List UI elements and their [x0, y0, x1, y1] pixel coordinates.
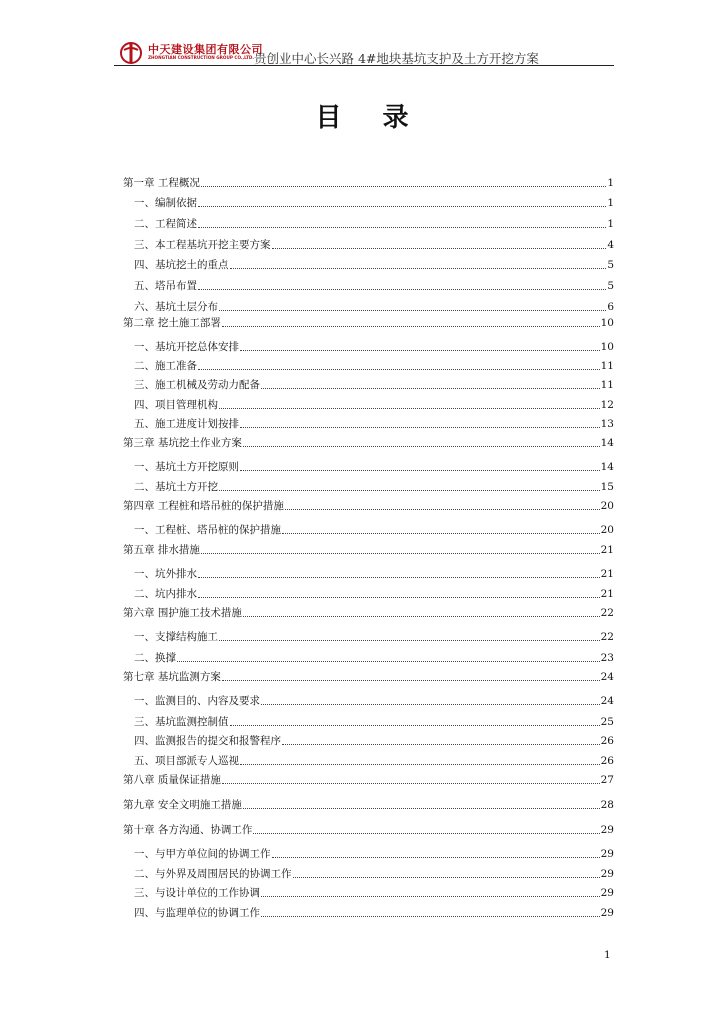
- toc-entry-page: 4: [607, 239, 614, 251]
- toc-entry-page: 11: [600, 360, 614, 372]
- toc-entry-label: 二、基坑土方开挖: [134, 481, 218, 493]
- toc-entry-label: 一、监测目的、内容及要求: [134, 695, 260, 707]
- toc-entry-page: 11: [600, 379, 614, 391]
- toc-entry-label: 五、施工进度计划按排: [134, 418, 239, 430]
- toc-entry-label: 第八章 质量保证措施: [123, 774, 221, 786]
- toc-entry-page: 20: [600, 524, 614, 536]
- toc-entry-page: 13: [600, 418, 614, 430]
- toc-entry-page: 26: [600, 735, 614, 747]
- toc-entry-label: 二、与外界及周围居民的协调工作: [134, 868, 292, 880]
- toc-entry-page: 14: [600, 461, 614, 473]
- toc-entry-label: 五、塔吊布置: [134, 280, 197, 292]
- toc-entry[interactable]: [134, 565, 614, 581]
- toc-leader-dots: [201, 186, 606, 187]
- toc-entry-page: 14: [600, 437, 614, 449]
- toc-entry-label: 第一章 工程概况: [123, 177, 200, 189]
- toc-entry-label: 第六章 围护施工技术措施: [123, 607, 242, 619]
- toc-entry-label: 六、基坑土层分布: [134, 301, 218, 313]
- toc-entry-page: 20: [600, 500, 614, 512]
- toc-leader-dots: [198, 289, 606, 290]
- toc-entry-label: 二、换撑: [134, 652, 176, 664]
- company-name: 中天建设集团有限公司: [148, 43, 263, 56]
- toc-entry-label: 四、基坑挖土的重点: [134, 259, 229, 271]
- toc-entry-label: 第七章 基坑监测方案: [123, 671, 221, 683]
- toc-entry-label: 第五章 排水措施: [123, 544, 200, 556]
- toc-entry-page: 22: [600, 607, 614, 619]
- toc-entry-page: 15: [600, 481, 614, 493]
- toc-entry-page: 24: [600, 695, 614, 707]
- toc-entry[interactable]: [134, 215, 614, 231]
- toc-entry[interactable]: [123, 497, 614, 513]
- toc-entry[interactable]: [134, 357, 614, 373]
- toc-leader-dots: [261, 916, 600, 917]
- toc-leader-dots: [201, 553, 600, 554]
- toc-entry[interactable]: [134, 628, 614, 644]
- toc-entry-label: 第二章 挖土施工部署: [123, 317, 221, 329]
- toc-leader-dots: [219, 490, 600, 491]
- toc-entry-label: 二、工程简述: [134, 218, 197, 230]
- toc-heading: 目 录: [315, 103, 425, 133]
- toc-entry[interactable]: [134, 298, 614, 314]
- toc-entry[interactable]: [123, 668, 614, 684]
- toc-entry[interactable]: [123, 771, 614, 787]
- toc-entry-page: 10: [600, 317, 614, 329]
- toc-entry[interactable]: [134, 277, 614, 293]
- document-title: 贵创业中心长兴路 4#地块基坑支护及土方开挖方案: [254, 51, 539, 66]
- toc-entry[interactable]: [134, 256, 614, 272]
- toc-leader-dots: [240, 470, 600, 471]
- page-number: 1: [604, 949, 611, 961]
- toc-entry[interactable]: [134, 521, 614, 537]
- toc-leader-dots: [261, 896, 600, 897]
- toc-entry-label: 四、项目管理机构: [134, 399, 218, 411]
- toc-leader-dots: [240, 350, 600, 351]
- toc-entry-label: 二、施工准备: [134, 360, 197, 372]
- toc-entry[interactable]: [134, 884, 614, 900]
- toc-entry-page: 5: [607, 280, 614, 292]
- toc-entry[interactable]: [134, 478, 614, 494]
- toc-leader-dots: [285, 509, 600, 510]
- toc-leader-dots: [177, 661, 600, 662]
- toc-entry[interactable]: [134, 845, 614, 861]
- toc-entry-page: 12: [600, 399, 614, 411]
- toc-leader-dots: [219, 640, 600, 641]
- toc-entry-page: 21: [600, 568, 614, 580]
- toc-entry-label: 一、编制依据: [134, 197, 197, 209]
- toc-entry[interactable]: [134, 752, 614, 768]
- toc-entry-label: 第九章 安全文明施工措施: [123, 799, 242, 811]
- toc-entry[interactable]: [123, 796, 614, 812]
- toc-entry[interactable]: [134, 692, 614, 708]
- toc-leader-dots: [272, 857, 600, 858]
- toc-entry-page: 28: [600, 799, 614, 811]
- toc-leader-dots: [222, 326, 600, 327]
- toc-entry-label: 一、坑外排水: [134, 568, 197, 580]
- toc-entry[interactable]: [123, 821, 614, 837]
- toc-entry-page: 6: [607, 301, 614, 313]
- toc-entry[interactable]: [134, 338, 614, 354]
- toc-entry-page: 29: [600, 868, 614, 880]
- toc-leader-dots: [261, 388, 600, 389]
- toc-entry-label: 三、基坑监测控制值: [134, 716, 229, 728]
- toc-entry[interactable]: [123, 541, 614, 557]
- toc-entry-page: 21: [600, 544, 614, 556]
- toc-leader-dots: [219, 408, 600, 409]
- toc-leader-dots: [243, 446, 600, 447]
- toc-entry-label: 三、施工机械及劳动力配备: [134, 379, 260, 391]
- toc-entry-page: 10: [600, 341, 614, 353]
- toc-entry-page: 26: [600, 755, 614, 767]
- toc-entry-label: 一、基坑土方开挖原则: [134, 461, 239, 473]
- toc-entry-page: 29: [600, 824, 614, 836]
- toc-entry-label: 二、坑内排水: [134, 588, 197, 600]
- toc-leader-dots: [222, 680, 600, 681]
- toc-entry-label: 四、监测报告的提交和报警程序: [134, 735, 281, 747]
- toc-entry-page: 1: [607, 197, 614, 209]
- toc-entry-page: 22: [600, 631, 614, 643]
- toc-entry[interactable]: [134, 458, 614, 474]
- toc-entry[interactable]: [134, 376, 614, 392]
- toc-entry[interactable]: [134, 732, 614, 748]
- toc-entry-page: 25: [600, 716, 614, 728]
- toc-leader-dots: [219, 310, 606, 311]
- toc-entry-label: 一、支撑结构施工: [134, 631, 218, 643]
- toc-entry-label: 三、与设计单位的工作协调: [134, 887, 260, 899]
- toc-entry-label: 四、与监理单位的协调工作: [134, 907, 260, 919]
- toc-entry[interactable]: [134, 194, 614, 210]
- toc-entry[interactable]: [134, 865, 614, 881]
- toc-entry[interactable]: [134, 396, 614, 412]
- toc-leader-dots: [253, 833, 599, 834]
- toc-entry[interactable]: [123, 604, 614, 620]
- toc-entry-page: 1: [607, 218, 614, 230]
- toc-entry-page: 21: [600, 588, 614, 600]
- toc-entry-label: 一、基坑开挖总体安排: [134, 341, 239, 353]
- toc-entry[interactable]: [134, 585, 614, 601]
- toc-leader-dots: [293, 877, 600, 878]
- toc-entry[interactable]: [123, 434, 614, 450]
- toc-entry-label: 第十章 各方沟通、协调工作: [123, 824, 253, 836]
- toc-leader-dots: [282, 533, 600, 534]
- toc-leader-dots: [198, 206, 606, 207]
- toc-leader-dots: [198, 597, 600, 598]
- toc-entry-page: 29: [600, 848, 614, 860]
- toc-entry-page: 1: [607, 177, 614, 189]
- toc-leader-dots: [243, 808, 600, 809]
- toc-entry[interactable]: [123, 174, 614, 190]
- toc-leader-dots: [198, 577, 600, 578]
- toc-entry-label: 五、项目部派专人巡视: [134, 755, 239, 767]
- toc-entry[interactable]: [134, 904, 614, 920]
- toc-entry-page: 27: [600, 774, 614, 786]
- toc-entry[interactable]: [134, 713, 614, 729]
- toc-leader-dots: [272, 248, 607, 249]
- toc-leader-dots: [198, 369, 600, 370]
- toc-entry-label: 三、本工程基坑开挖主要方案: [134, 239, 271, 251]
- toc-leader-dots: [240, 427, 600, 428]
- toc-leader-dots: [222, 783, 600, 784]
- toc-entry-page: 29: [600, 907, 614, 919]
- toc-leader-dots: [240, 764, 600, 765]
- toc-entry-page: 5: [607, 259, 614, 271]
- toc-leader-dots: [243, 616, 600, 617]
- toc-entry[interactable]: [134, 649, 614, 665]
- toc-entry[interactable]: [134, 236, 614, 252]
- toc-entry-label: 一、工程桩、塔吊桩的保护措施: [134, 524, 281, 536]
- toc-entry-page: 24: [600, 671, 614, 683]
- toc-leader-dots: [230, 268, 607, 269]
- toc-entry-page: 29: [600, 887, 614, 899]
- toc-entry[interactable]: [123, 314, 614, 330]
- toc-entry-label: 第三章 基坑挖土作业方案: [123, 437, 242, 449]
- toc-leader-dots: [261, 704, 600, 705]
- toc-entry-page: 23: [600, 652, 614, 664]
- toc-entry-label: 第四章 工程桩和塔吊桩的保护措施: [123, 500, 284, 512]
- toc-leader-dots: [198, 227, 606, 228]
- toc-leader-dots: [282, 744, 600, 745]
- toc-entry-label: 一、与甲方单位间的协调工作: [134, 848, 271, 860]
- toc-entry[interactable]: [134, 415, 614, 431]
- toc-leader-dots: [230, 725, 600, 726]
- company-name-en: ZHONGTIAN CONSTRUCTION GROUP CO.,LTD.: [148, 55, 254, 60]
